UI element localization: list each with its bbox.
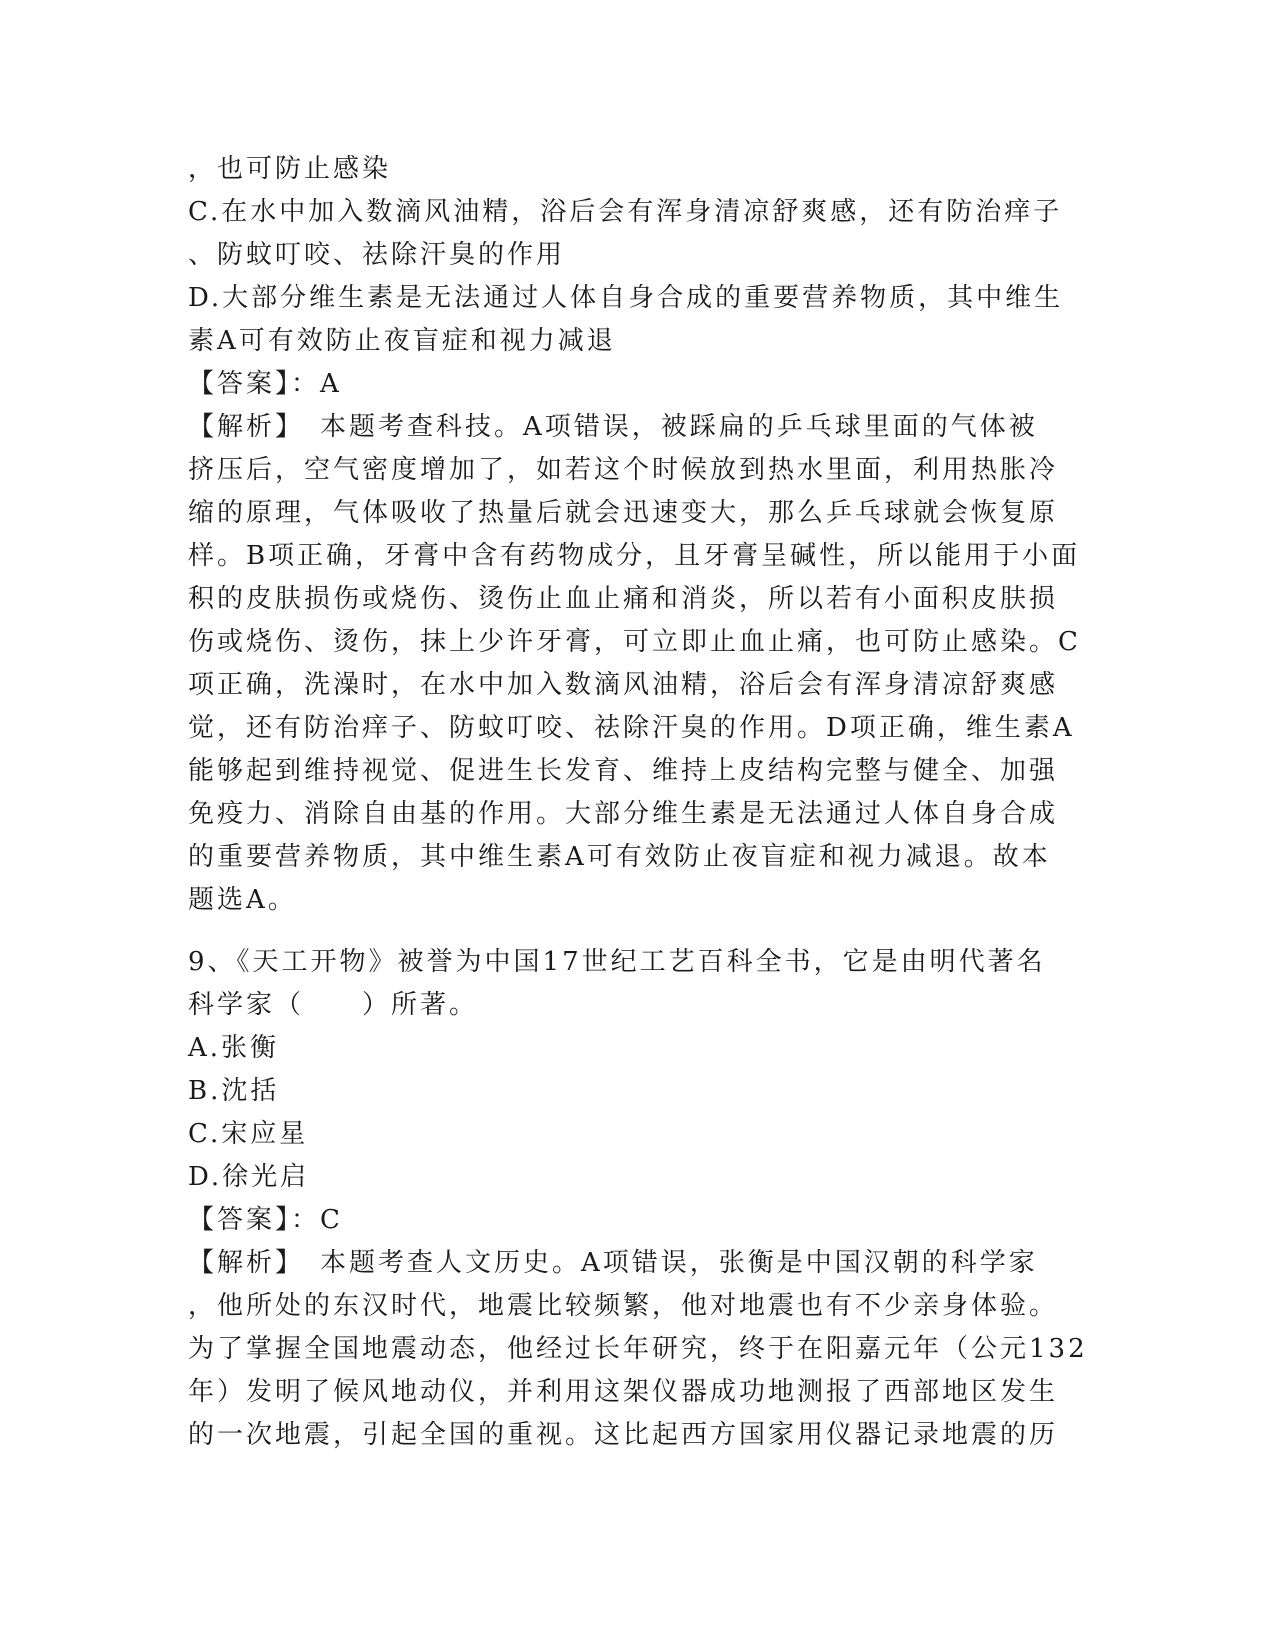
text-line: ，他所处的东汉时代，地震比较频繁，他对地震也有不少亲身体验。 [188,1291,1059,1321]
text-line: 年）发明了候风地动仪，并利用这架仪器成功地测报了西部地区发生 [188,1377,1059,1407]
text-line: 样。B项正确，牙膏中含有药物成分，且牙膏呈碱性，所以能用于小面 [188,541,1081,571]
text-line: 科学家（ ）所著。 [188,990,479,1020]
analysis-line: 【解析】 本题考查人文历史。A项错误，张衡是中国汉朝的科学家 [188,1248,1038,1278]
text-line: 免疫力、消除自由基的作用。大部分维生素是无法通过人体自身合成 [188,799,1059,829]
option-d-line: D.徐光启 [188,1162,310,1192]
text-line: 的一次地震，引起全国的重视。这比起西方国家用仪器记录地震的历 [188,1420,1059,1450]
text-line: 积的皮肤损伤或烧伤、烫伤止血止痛和消炎，所以若有小面积皮肤损 [188,584,1059,614]
document-body [188,148,1088,1457]
text-line: 题选A。 [188,885,297,915]
question-9-line: 9、《天工开物》被誉为中国17世纪工艺百科全书，它是由明代著名 [188,947,1046,977]
option-d-line: D.大部分维生素是无法通过人体自身合成的重要营养物质，其中维生 [188,283,1064,313]
text-line: 为了掌握全国地震动态，他经过长年研究，终于在阳嘉元年（公元132 [188,1334,1088,1364]
paragraph-gap [188,922,1088,941]
text-line: 、防蚊叮咬、祛除汗臭的作用 [188,240,566,270]
option-c-line: C.宋应星 [188,1119,309,1149]
text-line: 能够起到维持视觉、促进生长发育、维持上皮结构完整与健全、加强 [188,756,1059,786]
answer-line: 【答案】：A [188,369,342,399]
text-line: 的重要营养物质，其中维生素A可有效防止夜盲症和视力减退。故本 [188,842,1051,872]
answer-line: 【答案】：C [188,1205,343,1235]
option-a-line: A.张衡 [188,1033,280,1063]
option-c-line: C.在水中加入数滴风油精，浴后会有浑身清凉舒爽感，还有防治痒子 [188,197,1063,227]
text-line: ，也可防止感染 [188,154,392,184]
text-line: 素A可有效防止夜盲症和视力减退 [188,326,616,356]
text-line: 觉，还有防治痒子、防蚊叮咬、祛除汗臭的作用。D项正确，维生素A [188,713,1075,743]
text-line: 伤或烧伤、烫伤，抹上少许牙膏，可立即止血止痛，也可防止感染。C [188,627,1081,657]
text-line: 项正确，洗澡时，在水中加入数滴风油精，浴后会有浑身清凉舒爽感 [188,670,1059,700]
analysis-line: 【解析】 本题考查科技。A项错误，被踩扁的乒乓球里面的气体被 [188,412,1038,442]
text-line: 挤压后，空气密度增加了，如若这个时候放到热水里面，利用热胀冷 [188,455,1059,485]
text-line: 缩的原理，气体吸收了热量后就会迅速变大，那么乒乓球就会恢复原 [188,498,1059,528]
option-b-line: B.沈括 [188,1076,280,1106]
